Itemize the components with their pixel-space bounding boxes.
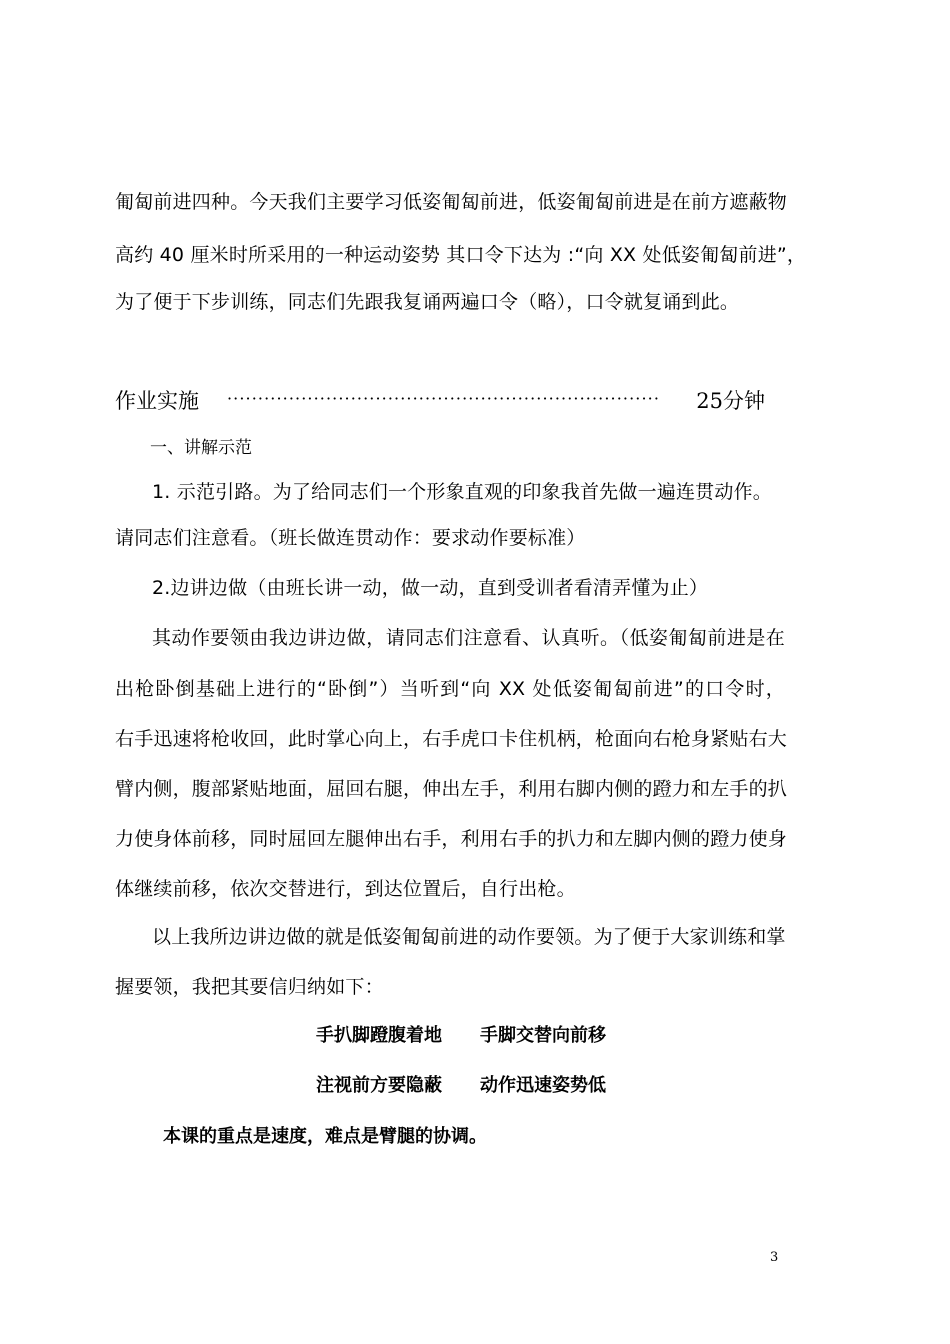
essentials-line-5: 力使身体前移，同时屈回左腿伸出右手，利用右手的扒力和左脚内侧的蹬力使身 xyxy=(115,828,788,850)
section-label: 作业实施 xyxy=(115,389,199,413)
mnemonic-row1-left: 手扒脚蹬腹着地 xyxy=(316,1025,442,1046)
page-number: 3 xyxy=(770,1250,779,1265)
key-point: 本课的重点是速度，难点是臂腿的协调。 xyxy=(163,1126,487,1147)
mnemonic-row2-left: 注视前方要隐蔽 xyxy=(316,1075,442,1096)
dot-leader: ······································································ xyxy=(227,389,661,408)
item1-line-1: 1. 示范引路。为了给同志们一个形象直观的印象我首先做一遍连贯动作。 xyxy=(152,481,772,503)
mnemonic-row1-right: 手脚交替向前移 xyxy=(480,1025,606,1046)
intro-paragraph-line-3: 为了便于下步训练，同志们先跟我复诵两遍口令（略），口令就复诵到此。 xyxy=(115,291,740,313)
essentials-line-2: 出枪卧倒基础上进行的“卧倒”）当听到“向 XX 处低姿匍匐前进”的口令时， xyxy=(115,678,785,700)
intro-paragraph-line-1: 匍匐前进四种。今天我们主要学习低姿匍匐前进，低姿匍匐前进是在前方遮蔽物 xyxy=(115,191,788,213)
essentials-line-6: 体继续前移，依次交替进行，到达位置后，自行出枪。 xyxy=(115,878,576,900)
mnemonic-row2-right: 动作迅速姿势低 xyxy=(480,1075,606,1096)
item2-line-1: 2.边讲边做（由班长讲一动，做一动，直到受训者看清弄懂为止） xyxy=(152,577,709,599)
item1-line-2: 请同志们注意看。（班长做连贯动作：要求动作要标准） xyxy=(115,527,586,549)
essentials-line-3: 右手迅速将枪收回，此时掌心向上，右手虎口卡住机柄，枪面向右枪身紧贴右大 xyxy=(115,728,788,750)
intro-paragraph-line-2: 高约 40 厘米时所采用的一种运动姿势 其口令下达为 :“向 XX 处低姿匍匐前进”， xyxy=(115,244,807,266)
essentials-line-4: 臂内侧，腹部紧贴地面，屈回右腿，伸出左手，利用右脚内侧的蹬力和左手的扒 xyxy=(115,778,788,800)
section-duration: 25分钟 xyxy=(696,389,765,413)
summary-line-2: 握要领，我把其要信归纳如下： xyxy=(115,976,384,998)
summary-line-1: 以上我所边讲边做的就是低姿匍匐前进的动作要领。为了便于大家训练和掌 xyxy=(152,926,786,948)
essentials-line-1: 其动作要领由我边讲边做，请同志们注意看、认真听。（低姿匍匐前进是在 xyxy=(152,627,785,649)
subsection-title: 一、讲解示范 xyxy=(150,438,252,458)
